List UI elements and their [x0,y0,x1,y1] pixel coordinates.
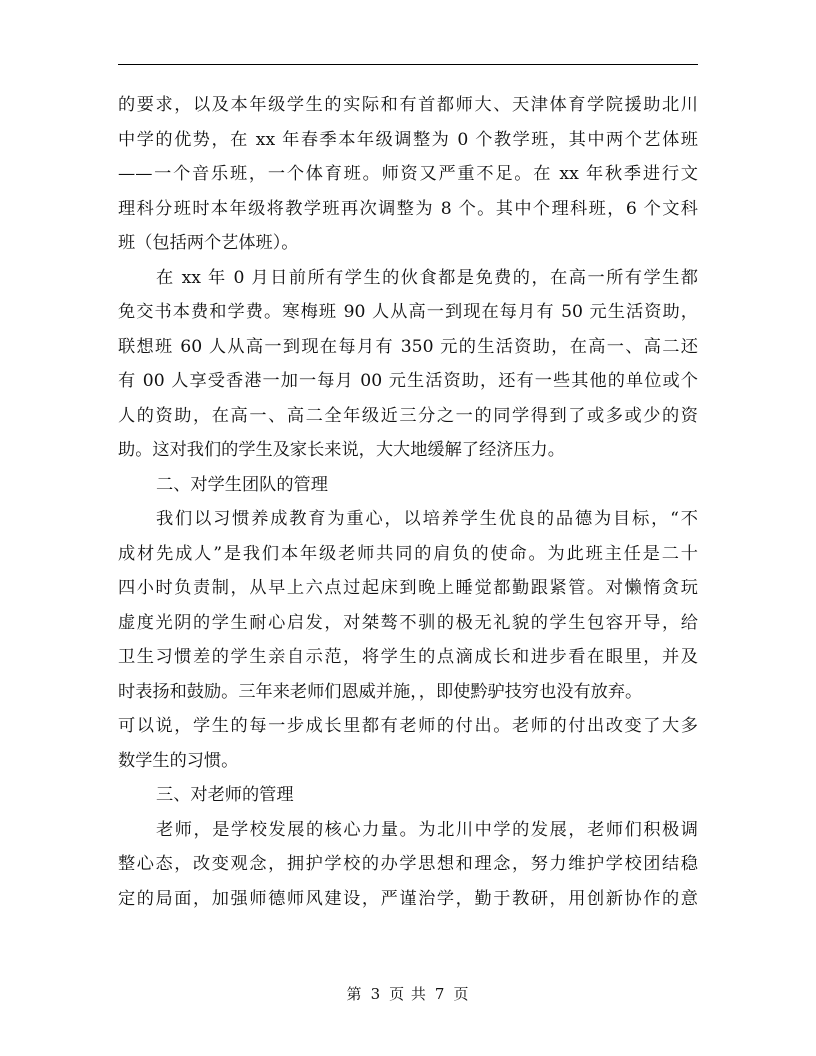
text-line: 定的局面，加强师德师风建设，严谨治学，勤于教研，用创新协作的意 [118,888,698,909]
text-line: 助。这对我们的学生及家长来说，大大地缓解了经济压力。 [118,440,565,460]
text-line: 中学的优势，在 xx 年春季本年级调整为 0 个教学班，其中两个艺体班 [118,129,698,150]
header-rule [118,64,698,65]
text-line: 的要求，以及本年级学生的实际和有首都师大、天津体育学院援助北川 [118,95,698,115]
text-line: 联想班 60 人从高一到现在每月有 350 元的生活资助，在高一、高二还 [118,336,698,357]
page-footer [0,983,816,1004]
page-label-mid: 页 共 [389,985,427,1003]
text-line: 卫生习惯差的学生亲自示范，将学生的点滴成长和进步看在眼里，并及 [118,647,698,667]
text-line: 数学生的习惯。 [118,750,239,771]
paragraph-first-line: 我们以习惯养成教育为重心，以培养学生优良的品德为目标，“不 [156,509,698,529]
text-line: 可以说，学生的每一步成长里都有老师的付出。老师的付出改变了大多 [118,716,698,736]
document-body [118,88,698,916]
text-line: 免交书本费和学费。寒梅班 90 人从高一到现在每月有 50 元生活资助， [118,302,698,322]
text-line: ——一个音乐班，一个体育班。师资又严重不足。在 xx 年秋季进行文 [118,164,698,184]
text-line: 整心态，改变观念，拥护学校的办学思想和理念，努力维护学校团结稳 [118,854,698,874]
text-line: 班（包括两个艺体班）。 [118,233,299,253]
paragraph-first-line: 老师，是学校发展的核心力量。为北川中学的发展，老师们积极调 [156,819,698,840]
text-line: 人的资助，在高一、高二全年级近三分之一的同学得到了或多或少的资 [118,405,698,426]
page-label-suffix: 页 [453,985,470,1003]
text-line: 有 00 人享受香港一加一每月 00 元生活资助，还有一些其他的单位或个 [118,371,698,391]
text-line: 时表扬和鼓励。三年来老师们恩威并施，，即使黔驴技穷也没有放弃。 [118,681,643,702]
text-line: 四小时负责制，从早上六点过起床到晚上睡觉都勤跟紧管。对懒惰贪玩 [118,578,698,598]
section-heading: 三、对老师的管理 [156,785,294,805]
current-page-number: 3 [370,985,382,1003]
text-line: 理科分班时本年级将教学班再次调整为 8 个。其中个理科班，6 个文科 [118,198,698,219]
paragraph-first-line: 在 xx 年 0 月日前所有学生的伙食都是免费的，在高一所有学生都 [156,267,698,288]
text-line: 虚度光阴的学生耐心启发，对桀骜不驯的极无礼貌的学生包容开导，给 [118,612,698,633]
total-pages-number: 7 [434,985,446,1003]
text-line: 成材先成人”是我们本年级老师共同的肩负的使命。为此班主任是二十 [118,543,698,564]
section-heading: 二、对学生团队的管理 [156,474,328,495]
page-label-prefix: 第 [346,985,363,1003]
